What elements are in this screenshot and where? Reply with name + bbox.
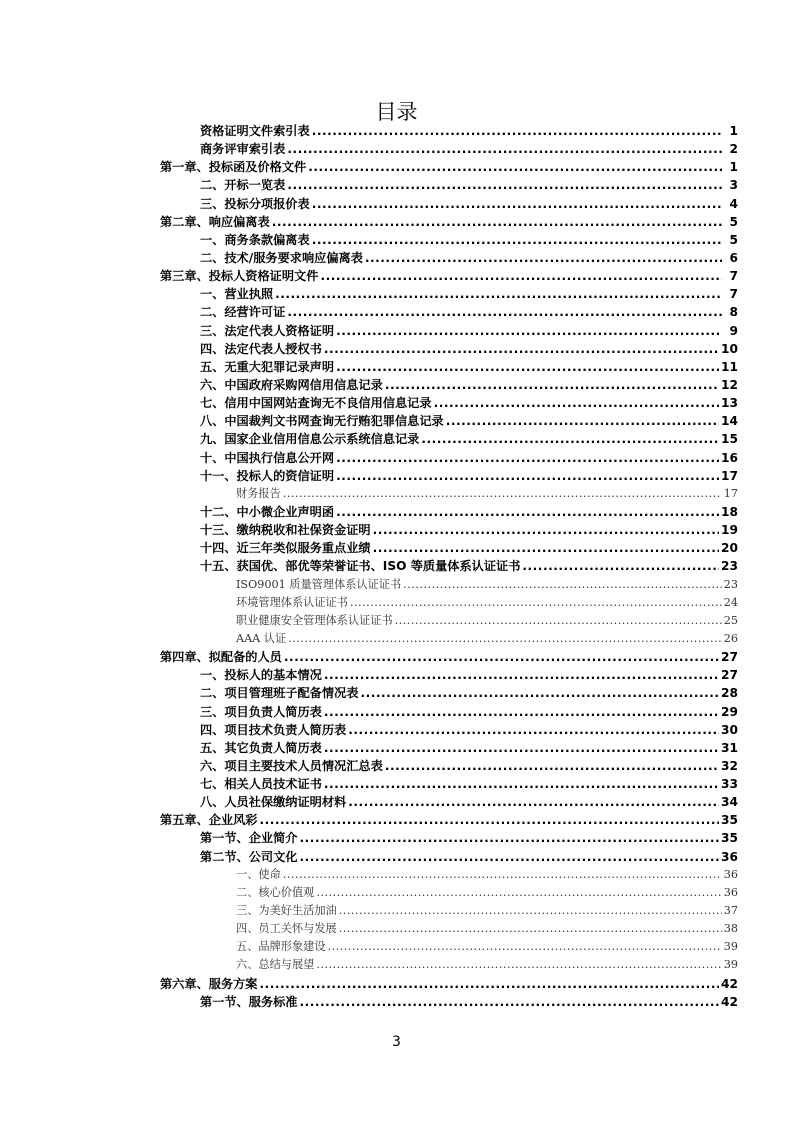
toc-entry-label: 职业健康安全管理体系认证证书 [236, 613, 393, 627]
toc-entry[interactable] [160, 594, 738, 612]
dot-leader [365, 249, 722, 267]
toc-entry[interactable] [160, 231, 738, 249]
toc-entry-page-number: 35 [721, 831, 738, 846]
toc-entry-page-number: 10 [721, 341, 738, 356]
toc-entry-label: 财务报告 [236, 486, 281, 500]
toc-entry[interactable] [160, 322, 738, 340]
dot-leader [300, 848, 720, 866]
toc-entry-page-number: 24 [723, 595, 738, 609]
toc-entry[interactable] [160, 213, 738, 231]
toc-entry-label: 十、中国执行信息公开网 [200, 450, 335, 465]
dot-leader [260, 811, 720, 829]
toc-entry-label: 七、相关人员技术证书 [200, 777, 322, 792]
toc-entry-page-number: 38 [723, 922, 738, 936]
toc-entry[interactable] [160, 684, 738, 702]
toc-entry-label: 二、技术/服务要求响应偏离表 [200, 250, 363, 265]
toc-entry[interactable] [160, 630, 738, 648]
toc-entry-label: 四、法定代表人授权书 [200, 341, 322, 356]
toc-entry[interactable] [160, 829, 738, 847]
toc-entry[interactable] [160, 956, 738, 974]
toc-entry-page-number: 9 [729, 323, 738, 338]
toc-entry-label: 九、国家企业信用信息公示系统信息记录 [200, 432, 420, 447]
toc-entry-page-number: 32 [721, 758, 738, 773]
toc-entry-page-number: 13 [721, 396, 738, 411]
toc-entry[interactable] [160, 811, 738, 829]
dot-leader [324, 340, 719, 358]
toc-entry-label: 三、投标分项报价表 [200, 196, 310, 211]
toc-entry-page-number: 6 [729, 250, 738, 265]
dot-leader [324, 666, 719, 684]
dot-leader [316, 884, 721, 902]
dot-leader [336, 449, 719, 467]
toc-entry-page-number: 1 [729, 160, 738, 175]
toc-entry-page-number: 25 [723, 613, 738, 627]
dot-leader [312, 231, 722, 249]
toc-entry[interactable] [160, 412, 738, 430]
toc-entry-page-number: 30 [721, 722, 738, 737]
toc-entry[interactable] [160, 503, 738, 521]
table-of-contents [160, 122, 738, 1011]
toc-entry[interactable] [160, 739, 738, 757]
dot-leader [348, 721, 719, 739]
toc-entry-label: 五、其它负责人简历表 [200, 740, 322, 755]
toc-entry-label: 八、中国裁判文书网查询无行贿犯罪信息记录 [200, 414, 444, 429]
toc-entry-page-number: 8 [729, 305, 738, 320]
toc-entry-page-number: 39 [723, 940, 738, 954]
dot-leader [283, 866, 722, 884]
toc-entry[interactable] [160, 884, 738, 902]
toc-entry-page-number: 36 [723, 885, 738, 899]
dot-leader [308, 158, 722, 176]
toc-entry[interactable] [160, 358, 738, 376]
dot-leader [339, 902, 722, 920]
toc-entry-label: 六、中国政府采购网信用信息记录 [200, 377, 383, 392]
dot-leader [421, 430, 719, 448]
toc-entry-page-number: 18 [721, 504, 738, 519]
dot-leader [336, 322, 722, 340]
toc-entry-label: ISO9001 质量管理体系认证证书 [236, 577, 402, 591]
dot-leader [336, 467, 719, 485]
toc-entry-label: 五、无重大犯罪记录声明 [200, 359, 335, 374]
toc-entry-page-number: 7 [729, 269, 738, 284]
toc-entry-label: 五、品牌形象建设 [236, 940, 326, 954]
toc-entry-label: 六、总结与展望 [236, 958, 315, 972]
dot-leader [288, 630, 722, 648]
toc-entry-page-number: 36 [721, 849, 738, 864]
toc-entry[interactable] [160, 775, 738, 793]
toc-entry-page-number: 37 [723, 904, 738, 918]
toc-entry-label: 十二、中小微企业声明函 [200, 504, 335, 519]
toc-entry[interactable] [160, 993, 738, 1011]
dot-leader [336, 503, 719, 521]
toc-entry[interactable] [160, 648, 738, 666]
toc-entry-label: 八、人员社保缴纳证明材料 [200, 795, 347, 810]
toc-entry-page-number: 11 [721, 359, 738, 374]
toc-entry[interactable] [160, 449, 738, 467]
dot-leader [446, 412, 719, 430]
toc-entry-label: 七、信用中国网站查询无不良信用信息记录 [200, 396, 432, 411]
toc-entry-page-number: 5 [729, 214, 738, 229]
dot-leader [385, 376, 719, 394]
toc-entry[interactable] [160, 576, 738, 594]
toc-entry-label: 二、开标一览表 [200, 178, 286, 193]
toc-entry-label: 第一节、服务标准 [200, 994, 298, 1009]
toc-entry-page-number: 42 [721, 976, 738, 991]
dot-leader [434, 394, 719, 412]
toc-entry-page-number: 15 [721, 432, 738, 447]
dot-leader [275, 285, 722, 303]
toc-entry-page-number: 19 [721, 523, 738, 538]
toc-entry[interactable] [160, 666, 738, 684]
toc-entry-label: 第三章、投标人资格证明文件 [160, 269, 319, 284]
toc-entry-label: 第一章、投标函及价格文件 [160, 160, 307, 175]
toc-entry-page-number: 3 [729, 178, 738, 193]
toc-entry[interactable] [160, 249, 738, 267]
dot-leader [360, 684, 719, 702]
toc-entry[interactable] [160, 394, 738, 412]
dot-leader [385, 757, 719, 775]
dot-leader [260, 975, 720, 993]
toc-entry-page-number: 39 [723, 958, 738, 972]
toc-entry-label: 十一、投标人的资信证明 [200, 468, 335, 483]
dot-leader [373, 539, 719, 557]
dot-leader [284, 648, 719, 666]
dot-leader [328, 938, 722, 956]
dot-leader [316, 956, 721, 974]
toc-entry-label: 四、项目技术负责人简历表 [200, 722, 347, 737]
toc-entry[interactable] [160, 793, 738, 811]
toc-entry-label: 第六章、服务方案 [160, 976, 258, 991]
toc-entry-label: 三、项目负责人简历表 [200, 704, 322, 719]
toc-entry-label: 二、经营许可证 [200, 305, 286, 320]
toc-entry-label: 十五、获国优、部优等荣誉证书、ISO 等质量体系认证证书 [200, 559, 521, 574]
dot-leader [324, 775, 719, 793]
dot-leader [350, 594, 722, 612]
dot-leader [395, 612, 722, 630]
toc-entry-label: 二、核心价值观 [236, 885, 315, 899]
toc-entry-label: 环境管理体系认证证书 [236, 595, 348, 609]
dot-leader [287, 176, 722, 194]
toc-entry[interactable] [160, 920, 738, 938]
toc-entry[interactable] [160, 267, 738, 285]
toc-entry[interactable] [160, 485, 738, 503]
dot-leader [324, 739, 719, 757]
toc-entry-page-number: 33 [721, 777, 738, 792]
toc-entry-label: 六、项目主要技术人员情况汇总表 [200, 758, 383, 773]
toc-entry[interactable] [160, 721, 738, 739]
toc-entry-label: AAA 认证 [236, 631, 287, 645]
toc-entry[interactable] [160, 848, 738, 866]
page-number: 3 [392, 1034, 401, 1050]
toc-entry[interactable] [160, 195, 738, 213]
toc-entry-page-number: 17 [723, 486, 738, 500]
toc-entry-label: 一、使命 [236, 867, 281, 881]
dot-leader [336, 358, 719, 376]
toc-entry[interactable] [160, 340, 738, 358]
dot-leader [324, 703, 719, 721]
toc-entry-label: 四、员工关怀与发展 [236, 922, 337, 936]
toc-entry-page-number: 29 [721, 704, 738, 719]
dot-leader [283, 485, 722, 503]
dot-leader [272, 213, 722, 231]
toc-entry-page-number: 23 [723, 577, 738, 591]
toc-entry[interactable] [160, 122, 738, 140]
toc-entry[interactable] [160, 757, 738, 775]
toc-entry[interactable] [160, 703, 738, 721]
toc-entry-label: 二、项目管理班子配备情况表 [200, 686, 359, 701]
toc-entry-label: 十四、近三年类似服务重点业绩 [200, 541, 371, 556]
toc-entry[interactable] [160, 467, 738, 485]
toc-entry-label: 第一节、企业简介 [200, 831, 298, 846]
toc-entry[interactable] [160, 303, 738, 321]
toc-entry-label: 第四章、拟配备的人员 [160, 650, 282, 665]
toc-entry-label: 十三、缴纳税收和社保资金证明 [200, 523, 371, 538]
toc-entry-page-number: 34 [721, 795, 738, 810]
toc-entry-label: 三、为美好生活加油 [236, 904, 337, 918]
toc-entry-page-number: 1 [729, 124, 738, 138]
toc-entry-label: 第二节、公司文化 [200, 849, 298, 864]
toc-entry[interactable] [160, 612, 738, 630]
toc-entry[interactable] [160, 158, 738, 176]
toc-entry-page-number: 42 [721, 994, 738, 1009]
toc-entry[interactable] [160, 539, 738, 557]
toc-entry[interactable] [160, 140, 738, 158]
toc-entry-page-number: 26 [723, 631, 738, 645]
toc-entry-page-number: 12 [721, 377, 738, 392]
toc-entry-page-number: 14 [721, 414, 738, 429]
toc-entry[interactable] [160, 376, 738, 394]
dot-leader [320, 267, 722, 285]
toc-title: 目录 [375, 100, 418, 124]
toc-entry-label: 商务评审索引表 [200, 142, 286, 157]
toc-entry-page-number: 23 [721, 559, 738, 574]
toc-entry-label: 一、投标人的基本情况 [200, 668, 322, 683]
toc-entry[interactable] [160, 557, 738, 575]
toc-entry-page-number: 20 [721, 541, 738, 556]
toc-entry[interactable] [160, 975, 738, 993]
dot-leader [312, 122, 722, 140]
toc-entry-page-number: 4 [729, 196, 738, 211]
toc-entry-page-number: 27 [721, 650, 738, 665]
toc-entry-page-number: 16 [721, 450, 738, 465]
toc-entry[interactable] [160, 176, 738, 194]
toc-entry[interactable] [160, 938, 738, 956]
toc-entry-page-number: 36 [723, 867, 738, 881]
toc-entry-label: 第五章、企业风彩 [160, 813, 258, 828]
dot-leader [403, 576, 722, 594]
dot-leader [287, 140, 722, 158]
dot-leader [300, 993, 720, 1011]
toc-entry[interactable] [160, 430, 738, 448]
toc-entry-page-number: 2 [729, 142, 738, 157]
toc-entry-page-number: 17 [721, 468, 738, 483]
dot-leader [522, 557, 719, 575]
dot-leader [339, 920, 722, 938]
toc-entry-page-number: 27 [721, 668, 738, 683]
toc-entry-label: 资格证明文件索引表 [200, 124, 310, 138]
toc-entry-label: 一、商务条款偏离表 [200, 232, 310, 247]
dot-leader [373, 521, 719, 539]
toc-entry-page-number: 5 [729, 232, 738, 247]
toc-entry-label: 一、营业执照 [200, 287, 274, 302]
toc-entry-label: 第二章、响应偏离表 [160, 214, 270, 229]
dot-leader [312, 195, 722, 213]
dot-leader [287, 303, 722, 321]
toc-entry-label: 三、法定代表人资格证明 [200, 323, 335, 338]
toc-entry[interactable] [160, 521, 738, 539]
toc-entry[interactable] [160, 285, 738, 303]
toc-entry-page-number: 28 [721, 686, 738, 701]
toc-entry-page-number: 35 [721, 813, 738, 828]
toc-entry-page-number: 7 [729, 287, 738, 302]
toc-entry[interactable] [160, 902, 738, 920]
dot-leader [348, 793, 719, 811]
toc-entry[interactable] [160, 866, 738, 884]
dot-leader [300, 829, 720, 847]
toc-entry-page-number: 31 [721, 740, 738, 755]
